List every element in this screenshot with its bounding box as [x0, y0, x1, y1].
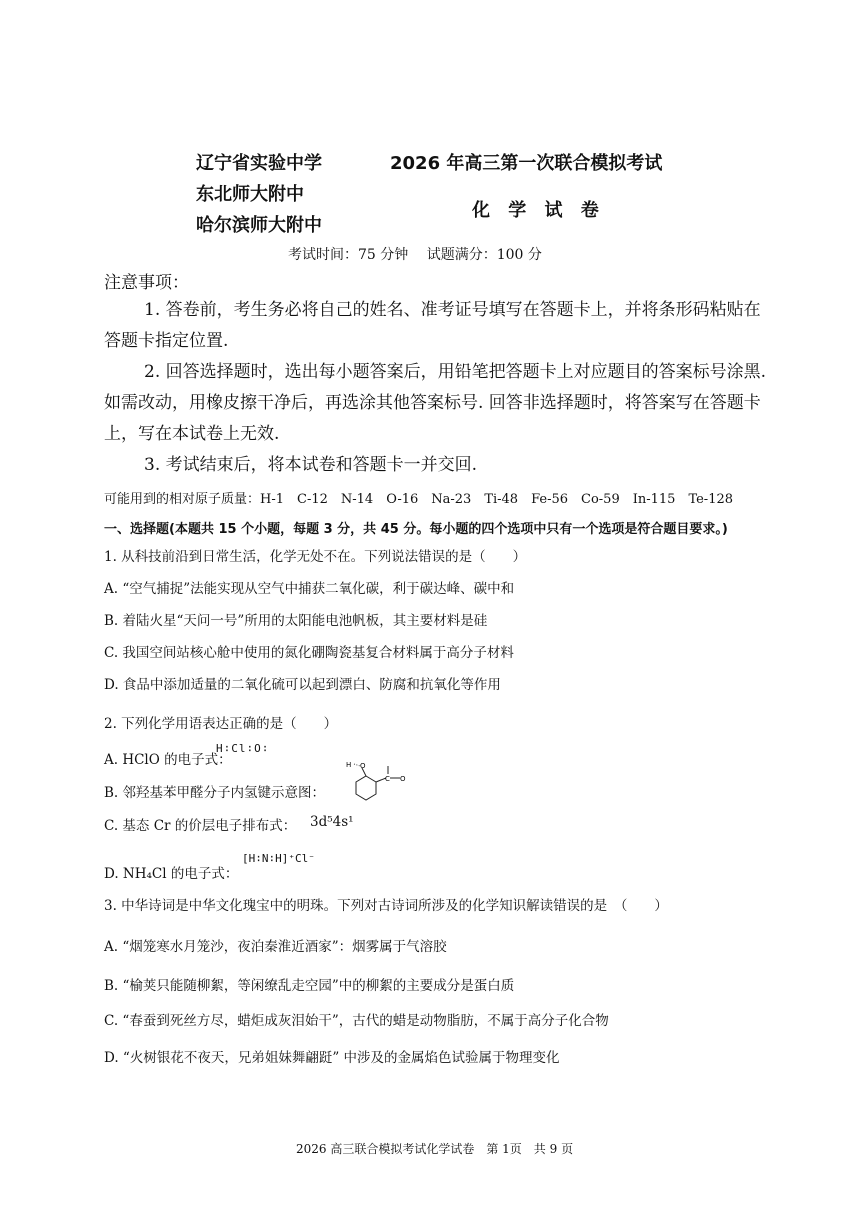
- question-3-option-d: D. “火树银花不夜天，兄弟姐妹舞翩跹” 中涉及的金属焰色试验属于物理变化: [104, 1050, 560, 1066]
- question-1-stem: 1. 从科技前沿到日常生活，化学无处不在。下列说法错误的是（ ）: [104, 549, 527, 565]
- question-1-option-b: B. 着陆火星“天问一号”所用的太阳能电池帆板，其主要材料是硅: [104, 613, 488, 629]
- question-1-option-d: D. 食品中添加适量的二氧化硫可以起到漂白、防腐和抗氧化等作用: [104, 677, 501, 693]
- exam-title: 2026 年高三第一次联合模拟考试: [390, 153, 663, 174]
- notes-heading: 注意事项：: [104, 273, 189, 293]
- exam-time-info: 考试时间：75 分钟 试题满分：100 分: [288, 247, 542, 263]
- question-2-option-d: D. NH₄Cl 的电子式：: [104, 866, 239, 882]
- question-3-option-a: A. “烟笼寒水月笼沙，夜泊秦淮近酒家”：烟雾属于气溶胶: [104, 939, 447, 955]
- subject-title: 化 学 试 卷: [472, 200, 605, 221]
- school-name-3: 哈尔滨师大附中: [196, 215, 322, 236]
- label-o2: O: [400, 775, 406, 783]
- cr-electron-config: 3d⁵4s¹: [310, 814, 354, 830]
- benzene-ring: [356, 776, 376, 800]
- question-2-stem: 2. 下列化学用语表达正确的是（ ）: [104, 716, 338, 732]
- question-3-option-c: C. “春蚕到死丝方尽，蜡炬成灰泪始干”，古代的蜡是动物脂肪，不属于高分子化合物: [104, 1013, 609, 1029]
- atomic-masses: 可能用到的相对原子质量：H-1 C-12 N-14 O-16 Na-23 Ti-48 Fe-56 Co-59 In-115 Te-128: [104, 492, 734, 507]
- note-item-2: 2. 回答选择题时，选出每小题答案后，用铅笔把答题卡上对应题目的答案标号涂黑. 如需改动，用橡皮擦干净后，再选涂其他答案标号. 回答非选择题时，将答案写在答题卡上，写在本试卷上无效.: [104, 362, 767, 444]
- section-heading: 一、选择题(本题共 15 个小题，每题 3 分，共 45 分。每小题的四个选项中只有一个选项是符合题目要求。): [104, 522, 728, 537]
- label-h: H: [346, 761, 352, 769]
- school-name-1: 辽宁省实验中学: [196, 153, 322, 174]
- question-2-option-c: C. 基态 Cr 的价层电子排布式：: [104, 818, 297, 834]
- note-item-3: 3. 考试结束后，将本试卷和答题卡一并交回.: [144, 455, 478, 475]
- question-3-option-b: B. “榆荚只能随柳絮，等闲缭乱走空园”中的柳絮的主要成分是蛋白质: [104, 978, 515, 994]
- school-name-2: 东北师大附中: [196, 184, 304, 205]
- label-c: C: [385, 775, 390, 783]
- page-footer: 2026 高三联合模拟考试化学试卷 第 1页 共 9 页: [296, 1142, 574, 1156]
- nh4cl-electron-formula: [H∶N∶H]⁺Cl⁻: [242, 852, 315, 865]
- label-o: O: [360, 762, 366, 770]
- question-2-option-b: B. 邻羟基苯甲醛分子内氢键示意图：: [104, 785, 326, 801]
- note-item-1: 1. 答卷前，考生务必将自己的姓名、准考证号填写在答题卡上，并将条形码粘贴在答题卡指定位置.: [104, 300, 761, 351]
- question-2-option-a: A. HClO 的电子式：: [104, 752, 232, 768]
- question-1-option-c: C. 我国空间站核心舱中使用的氮化硼陶瓷基复合材料属于高分子材料: [104, 645, 514, 661]
- question-3-stem: 3. 中华诗词是中华文化瑰宝中的明珠。下列对古诗词所涉及的化学知识解读错误的是 （ ）: [104, 898, 668, 914]
- question-1-option-a: A. “空气捕捉”法能实现从空气中捕获二氧化碳，利于碳达峰、碳中和: [104, 581, 515, 597]
- hclo-electron-formula: H∶Cl∶O∶: [216, 742, 270, 755]
- hydrogen-bond-structure: [342, 758, 412, 802]
